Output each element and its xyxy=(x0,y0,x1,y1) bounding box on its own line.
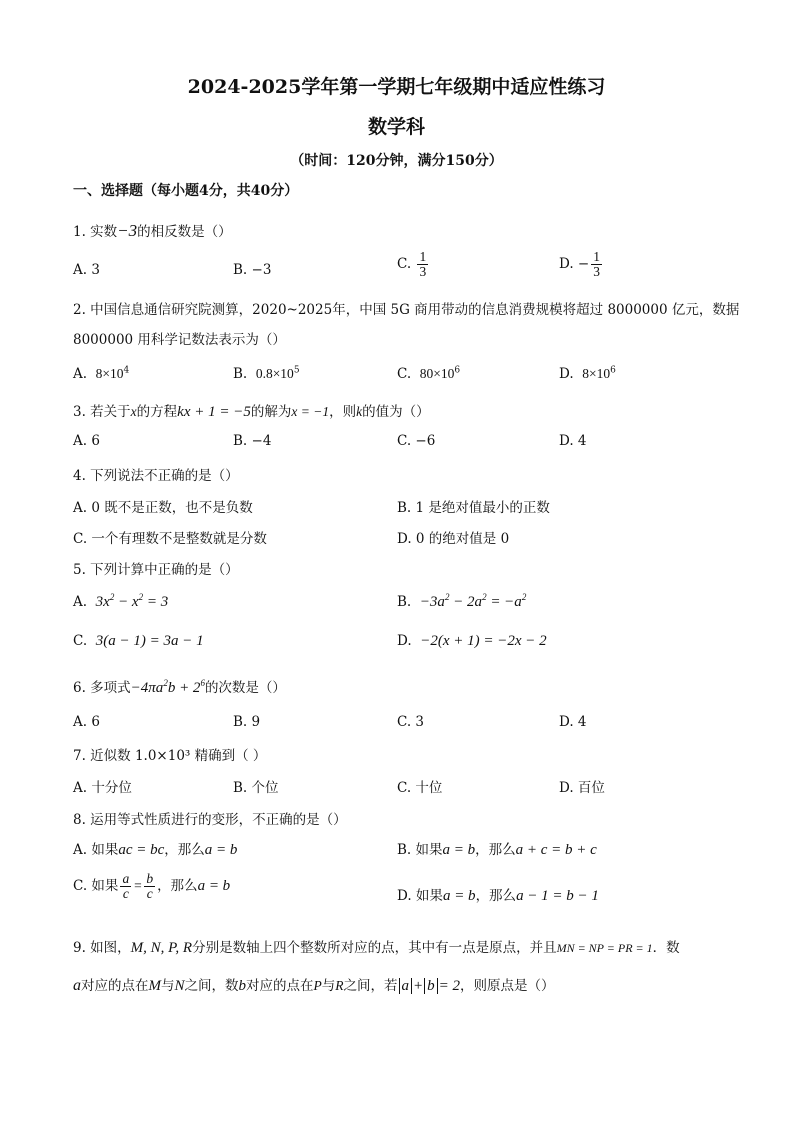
question-7-option-a: A. 十分位 xyxy=(73,780,132,796)
question-6-option-c: C. 3 xyxy=(397,714,425,730)
question-2-stem-line2: 8000000 用科学记数法表示为（） xyxy=(73,332,286,348)
question-3-stem: 3. 若关于x的方程kx + 1 = −5的解为x = −1，则k的值为（） xyxy=(73,404,430,420)
question-2-option-d: D. $8\times 10^6$ xyxy=(559,365,616,382)
question-3-option-c: C. −6 xyxy=(397,433,436,449)
question-8-option-a: A. 如果ac = bc，那么a = b xyxy=(73,842,238,858)
question-2-stem-line1: 2. 中国信息通信研究院测算，2020~2025年，中国 5G 商用带动的信息消费规模将超过 8000000 亿元，数据 xyxy=(73,302,740,318)
exam-title: 2024-2025学年第一学期七年级期中适应性练习 xyxy=(187,76,606,98)
question-5-option-c: C. 3(a − 1) = 3a − 1 xyxy=(73,633,204,649)
question-7-stem: 7. 近似数 1.0×10³ 精确到（ ） xyxy=(73,748,267,764)
fraction: $\frac{b}{c}$ xyxy=(146,871,154,902)
question-5-option-d: D. −2(x + 1) = −2x − 2 xyxy=(397,633,547,649)
question-7-option-b: B. 个位 xyxy=(233,780,279,796)
question-2-option-c: C. $80\times 10^6$ xyxy=(397,365,461,382)
question-7-option-c: C. 十位 xyxy=(397,780,443,796)
question-6-option-b: B. 9 xyxy=(233,714,261,730)
fraction: $\frac{1}{3}$ xyxy=(419,249,427,280)
question-1-option-c: C. $\frac{1}{3}$ xyxy=(397,249,427,280)
question-5-option-a: A. $3x^2 - x^2 = 3$ xyxy=(73,592,169,610)
fraction: $\frac{1}{3}$ xyxy=(593,249,600,280)
question-6-option-a: A. 6 xyxy=(73,714,100,730)
question-2-option-b: B. $0.8\times 10^5$ xyxy=(233,365,300,382)
question-7-option-d: D. 百位 xyxy=(559,780,605,796)
question-1-option-a: A. 3 xyxy=(73,262,100,278)
question-9-stem-line1: 9. 如图，M, N, P, R分别是数轴上四个整数所对应的点，其中有一点是原点，并且MN = NP = PR = 1．数 xyxy=(73,940,680,956)
fraction: $\frac{a}{c}$ xyxy=(122,871,130,902)
question-8-option-d: D. 如果a = b，那么a − 1 = b − 1 xyxy=(397,888,599,904)
question-8-stem: 8. 运用等式性质进行的变形，不正确的是（） xyxy=(73,812,347,828)
question-3-option-a: A. 6 xyxy=(73,433,100,449)
question-3-option-b: B. −4 xyxy=(233,433,272,449)
exam-meta: （时间：120分钟，满分150分） xyxy=(290,153,503,169)
question-5-stem: 5. 下列计算中正确的是（） xyxy=(73,562,239,578)
subject-title: 数学科 xyxy=(367,116,425,138)
question-4-option-d: D. 0 的绝对值是 0 xyxy=(397,531,510,547)
question-8-option-c: C. 如果 $\frac{a}{c}$ = $\frac{b}{c}$ ，那么a = b xyxy=(73,871,231,902)
question-1-option-b: B. −3 xyxy=(233,262,272,278)
question-6-stem: 6. 多项式$-4\pi a^2b + 2^6$的次数是（） xyxy=(73,678,286,696)
question-4-stem: 4. 下列说法不正确的是（） xyxy=(73,468,239,484)
question-1-stem: 1. 实数−3的相反数是（） xyxy=(73,221,232,240)
question-6-option-d: D. 4 xyxy=(559,714,587,730)
question-2-option-a: A. $8\times 10^4$ xyxy=(73,365,130,382)
question-4-option-b: B. 1 是绝对值最小的正数 xyxy=(397,500,550,516)
question-4-option-c: C. 一个有理数不是整数就是分数 xyxy=(73,531,267,547)
question-9-stem-line2: a对应的点在M与N之间，数b对应的点在P与R之间，若 a + b = 2，则原点是（） xyxy=(73,977,555,994)
question-8-option-b: B. 如果a = b，那么a + c = b + c xyxy=(397,842,597,858)
question-3-option-d: D. 4 xyxy=(559,433,587,449)
question-5-option-b: B. $-3a^2 - 2a^2 = -a^2$ xyxy=(397,592,527,610)
section-heading: 一、选择题（每小题4分，共40分） xyxy=(73,183,299,199)
question-1-option-d: D. − $\frac{1}{3}$ xyxy=(559,249,600,280)
question-4-option-a: A. 0 既不是正数，也不是负数 xyxy=(73,500,253,516)
